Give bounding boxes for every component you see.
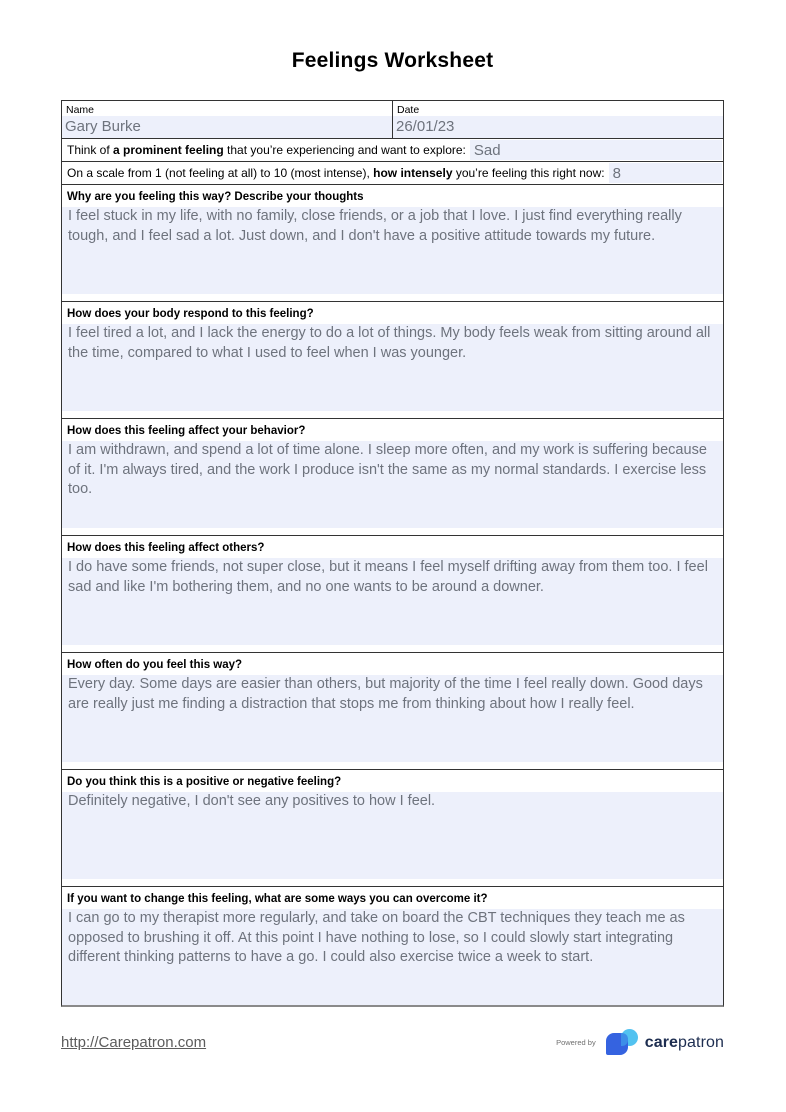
carepatron-link[interactable]: http://Carepatron.com xyxy=(61,1034,207,1051)
question-block-why xyxy=(62,185,723,302)
question-block-behavior xyxy=(62,419,723,536)
name-date-row xyxy=(62,101,723,139)
page-title: Feelings Worksheet xyxy=(291,49,494,72)
brand-wordmark xyxy=(645,1034,724,1052)
answer-field-body[interactable]: I feel tired a lot, and I lack the energy to do a lot of things. My body feels weak from sitting around all the time, compared to what I used to feel when I was younger. xyxy=(62,324,723,411)
name-cell xyxy=(62,101,393,138)
date-field[interactable]: 26/01/23 xyxy=(393,116,723,138)
question-label: Do you think this is a positive or negative feeling? xyxy=(67,776,342,788)
answer-field-positive-negative[interactable]: Definitely negative, I don't see any positives to how I feel. xyxy=(62,792,723,879)
answer-field-overcome[interactable]: I can go to my therapist more regularly, and take on board the CBT techniques they teach me as opposed to brushing it off. At this point I have nothing to lose, so I could slowly start integrating different thinking patterns to have a go. I could also exercise twice a week to start. xyxy=(62,909,723,1005)
question-label: If you want to change this feeling, what are some ways you can overcome it? xyxy=(67,893,488,905)
branding xyxy=(556,1029,724,1056)
prominent-feeling-prompt-bold: a prominent feeling xyxy=(113,143,224,157)
name-field[interactable]: Gary Burke xyxy=(62,116,392,138)
date-label: Date xyxy=(397,104,420,116)
answer-field-why[interactable]: I feel stuck in my life, with no family, close friends, or a job that I love. I just find everything really tough, and I feel sad a lot. Just down, and I don't have a positive attitude towards my future. xyxy=(62,207,723,294)
answer-field-others[interactable]: I do have some friends, not super close, but it means I feel myself drifting away from them too. I feel sad and like I'm bothering them, and no one wants to be around a downer. xyxy=(62,558,723,645)
feelings-form xyxy=(61,100,724,1007)
intensity-prompt-suffix: you’re feeling this right now: xyxy=(452,166,605,180)
question-label: Why are you feeling this way? Describe your thoughts xyxy=(67,191,364,203)
question-label: How does this feeling affect others? xyxy=(67,542,265,554)
date-cell xyxy=(393,101,723,138)
intensity-prompt-prefix: On a scale from 1 (not feeling at all) to 10 (most intense), xyxy=(67,166,374,180)
intensity-prompt-bold: how intensely xyxy=(373,166,453,180)
prominent-feeling-prompt-prefix: Think of xyxy=(67,143,114,157)
intensity-field[interactable]: 8 xyxy=(609,163,722,183)
answer-field-behavior[interactable]: I am withdrawn, and spend a lot of time alone. I sleep more often, and my work is suffering because of it. I'm always tired, and the work I produce isn't the same as my normal standards. I exercise less too. xyxy=(62,441,723,528)
question-label: How often do you feel this way? xyxy=(67,659,243,671)
question-label: How does your body respond to this feeling? xyxy=(67,308,314,320)
name-label: Name xyxy=(66,104,95,116)
answer-field-frequency[interactable]: Every day. Some days are easier than others, but majority of the time I feel really down. Good days are really just me finding a distraction that stops me from thinking about how I really feel. xyxy=(62,675,723,762)
prominent-feeling-row xyxy=(62,139,723,162)
carepatron-logo-icon xyxy=(606,1029,640,1056)
brand-wordmark-bold: care xyxy=(644,1033,679,1051)
question-block-frequency xyxy=(62,653,723,770)
brand-wordmark-regular: patron xyxy=(678,1033,724,1051)
powered-by-label: Powered by xyxy=(556,1038,596,1047)
question-label: How does this feeling affect your behavior? xyxy=(67,425,306,437)
question-block-body xyxy=(62,302,723,419)
intensity-row xyxy=(62,162,723,185)
question-block-overcome xyxy=(62,887,723,1005)
prominent-feeling-field[interactable]: Sad xyxy=(470,140,722,160)
footer xyxy=(61,1029,724,1056)
prominent-feeling-prompt-suffix: that you’re experiencing and want to explore: xyxy=(223,143,466,157)
question-block-others xyxy=(62,536,723,653)
question-block-positive-negative xyxy=(62,770,723,887)
